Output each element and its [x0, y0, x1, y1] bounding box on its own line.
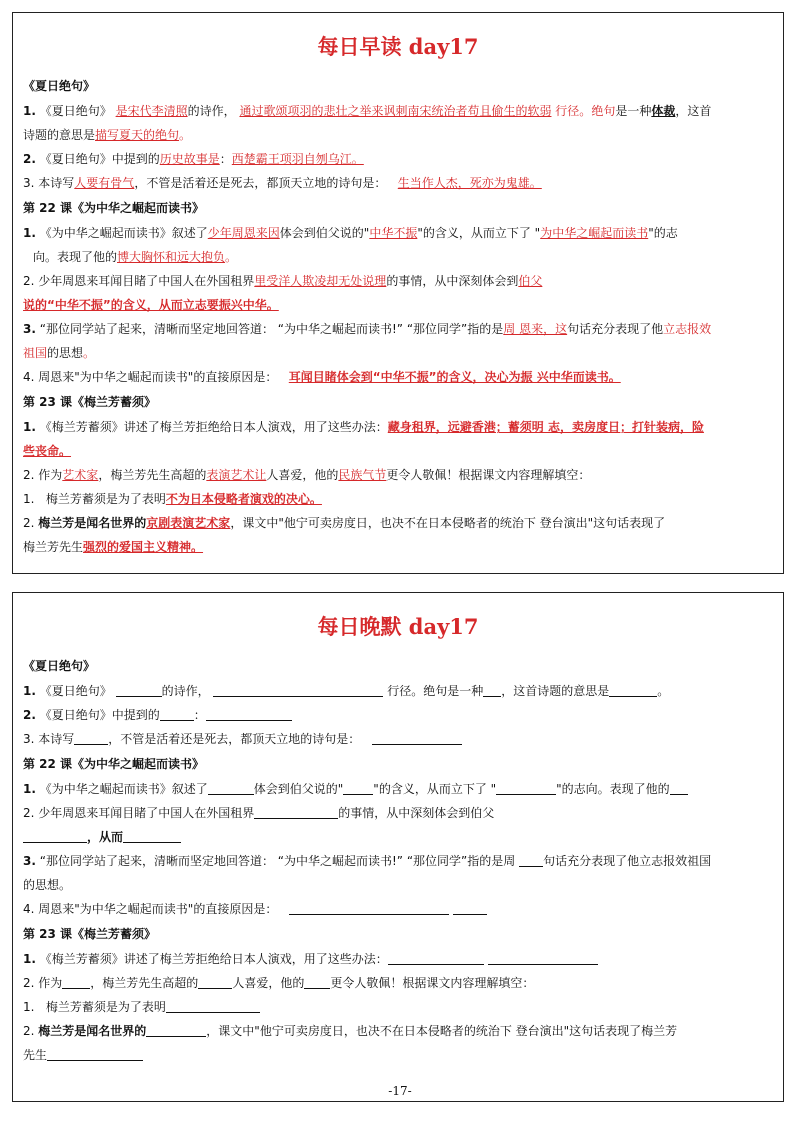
m-q11-line1: 2. 梅兰芳是闻名世界的京剧表演艺术家，课文中"他宁可卖房度日，也决不在日本侵略者的统治下 登台演出"这句话表现了 [23, 516, 666, 530]
blank-field[interactable] [609, 683, 657, 697]
section-lesson-22-2: 第 22 课《为中华之崛起而读书》 [23, 757, 205, 771]
blank-field[interactable] [47, 1047, 143, 1061]
blank-field[interactable] [116, 683, 162, 697]
m-q5-line2: 说的“中华不振”的含义，从而立志要振兴中华。 [23, 298, 279, 312]
section-lesson-23-2: 第 23 课《梅兰芳蓄须》 [23, 927, 157, 941]
e-q2: 2. 《夏日绝句》中提到的 ： [23, 703, 773, 727]
e-q5-line1: 2. 少年周恩来耳闻目睹了中国人在外国租界 的事情，从中深刻体会到伯父 [23, 806, 495, 820]
morning-title: 每日早读 day17 [317, 34, 479, 59]
e-q6-line1: 3. “那位同学站了起来，清晰而坚定地回答道： “为中华之崛起而读书!” “那位同学”指的是周 句话充分表现了他立志报效祖国 [23, 854, 712, 868]
e-q8: 1. 《梅兰芳蓄须》讲述了梅兰芳拒绝给日本人演戏，用了这些办法： [23, 947, 773, 971]
m-q8-line2: 些丧命。 [23, 444, 72, 458]
section-summer-poem-2: 《夏日绝句》 [23, 659, 96, 673]
e-q3: 3. 本诗写 ，不管是活着还是死去，都顶天立地的诗句是： [23, 727, 773, 751]
blank-field[interactable] [453, 901, 487, 915]
e-q11-line1: 2. 梅兰芳是闻名世界的 ，课文中"他宁可卖房度日，也决不在日本侵略者的统治下 登台演出"这句话表现了梅兰芳 [23, 1024, 678, 1038]
page-number: -17- [388, 1084, 412, 1098]
blank-field[interactable] [166, 999, 260, 1013]
m-q5-line1: 2. 少年周恩来耳闻目睹了中国人在外国租界里受洋人欺凌却无处说理的事情，从中深刻体会到伯父 [23, 274, 543, 288]
blank-field[interactable] [123, 829, 181, 843]
morning-reading-box [12, 12, 784, 574]
blank-field[interactable] [198, 975, 232, 989]
blank-field[interactable] [23, 829, 87, 843]
m-q1-line1: 1. 《夏日绝句》 是宋代李清照的诗作， 通过歌颂项羽的悲壮之举来讽刺南宋统治者苟且偷生的软弱 行径。绝句是一种体裁，这首 [23, 104, 712, 118]
blank-field[interactable] [304, 975, 330, 989]
m-q7: 4. 周恩来"为中华之崛起而读书"的直接原因是： 耳闻目睹体会到“中华不振”的含义，决心为振 兴中华而读书。 [23, 370, 621, 384]
evening-dictation-box [12, 592, 784, 1102]
e-q4: 1. 《为中华之崛起而读书》叙述了 体会到伯父说的" "的含义，从而立下了 " "的志向。表现了他的 [23, 777, 773, 801]
section-lesson-23: 第 23 课《梅兰芳蓄须》 [23, 395, 157, 409]
blank-field[interactable] [206, 707, 292, 721]
m-q8-line1: 1. 《梅兰芳蓄须》讲述了梅兰芳拒绝给日本人演戏，用了这些办法：藏身租界，远避香港；蓄须明 志，卖房度日；打针装病，险 [23, 420, 704, 434]
m-q4-line1: 1. 《为中华之崛起而读书》叙述了少年周恩来因体会到伯父说的"中华不振"的含义，从而立下了 "为中华之崛起而读书"的志 [23, 226, 678, 240]
e-q7: 4. 周恩来"为中华之崛起而读书"的直接原因是： [23, 897, 773, 921]
e-q11-line2: 先生 [23, 1043, 773, 1067]
m-q2: 2. 《夏日绝句》中提到的历史故事是：西楚霸王项羽自刎乌江。 [23, 152, 364, 166]
blank-field[interactable] [488, 951, 598, 965]
section-lesson-22: 第 22 课《为中华之崛起而读书》 [23, 201, 205, 215]
m-q10: 1. 梅兰芳蓄须是为了表明不为日本侵略者演戏的决心。 [23, 492, 322, 506]
section-summer-poem: 《夏日绝句》 [23, 79, 96, 93]
evening-title: 每日晚默 day17 [317, 614, 479, 639]
blank-field[interactable] [343, 781, 373, 795]
blank-field[interactable] [496, 781, 556, 795]
m-q11-line2: 梅兰芳先生强烈的爱国主义精神。 [23, 540, 204, 554]
blank-field[interactable] [74, 731, 108, 745]
m-q9: 2. 作为艺术家，梅兰芳先生高超的表演艺术让人喜爱，他的民族气节更令人敬佩！根据课文内容理解填空： [23, 468, 591, 482]
blank-field[interactable] [483, 683, 501, 697]
blank-field[interactable] [289, 901, 449, 915]
m-q4-line2: 向。表现了他的博大胸怀和远大抱负。 [33, 250, 238, 264]
blank-field[interactable] [519, 853, 543, 867]
blank-field[interactable] [670, 781, 688, 795]
blank-field[interactable] [213, 683, 383, 697]
m-q6-line2: 祖国的思想。 [23, 346, 96, 360]
blank-field[interactable] [254, 805, 338, 819]
blank-field[interactable] [388, 951, 484, 965]
m-q6-line1: 3. “那位同学站了起来，清晰而坚定地回答道： “为中华之崛起而读书!” “那位同学”指的是周 恩来，这句话充分表现了他立志报效 [23, 322, 712, 336]
e-q9: 2. 作为 ，梅兰芳先生高超的 人喜爱，他的 更令人敬佩！根据课文内容理解填空： [23, 976, 535, 990]
e-q5-line2: ，从而 [23, 825, 773, 849]
e-q1: 1. 《夏日绝句》 的诗作， 行径。绝句是一种 ，这首诗题的意思是 。 [23, 684, 670, 698]
m-q1-line2: 诗题的意思是描写夏天的绝句。 [23, 128, 192, 142]
m-q3: 3. 本诗写人要有骨气，不管是活着还是死去，都顶天立地的诗句是： 生当作人杰，死亦为鬼雄。 [23, 176, 542, 190]
blank-field[interactable] [208, 781, 254, 795]
blank-field[interactable] [372, 731, 462, 745]
blank-field[interactable] [62, 975, 90, 989]
e-q10: 1. 梅兰芳蓄须是为了表明 [23, 995, 773, 1019]
blank-field[interactable] [146, 1023, 206, 1037]
blank-field[interactable] [160, 707, 194, 721]
e-q6-line2: 的思想。 [23, 878, 72, 892]
